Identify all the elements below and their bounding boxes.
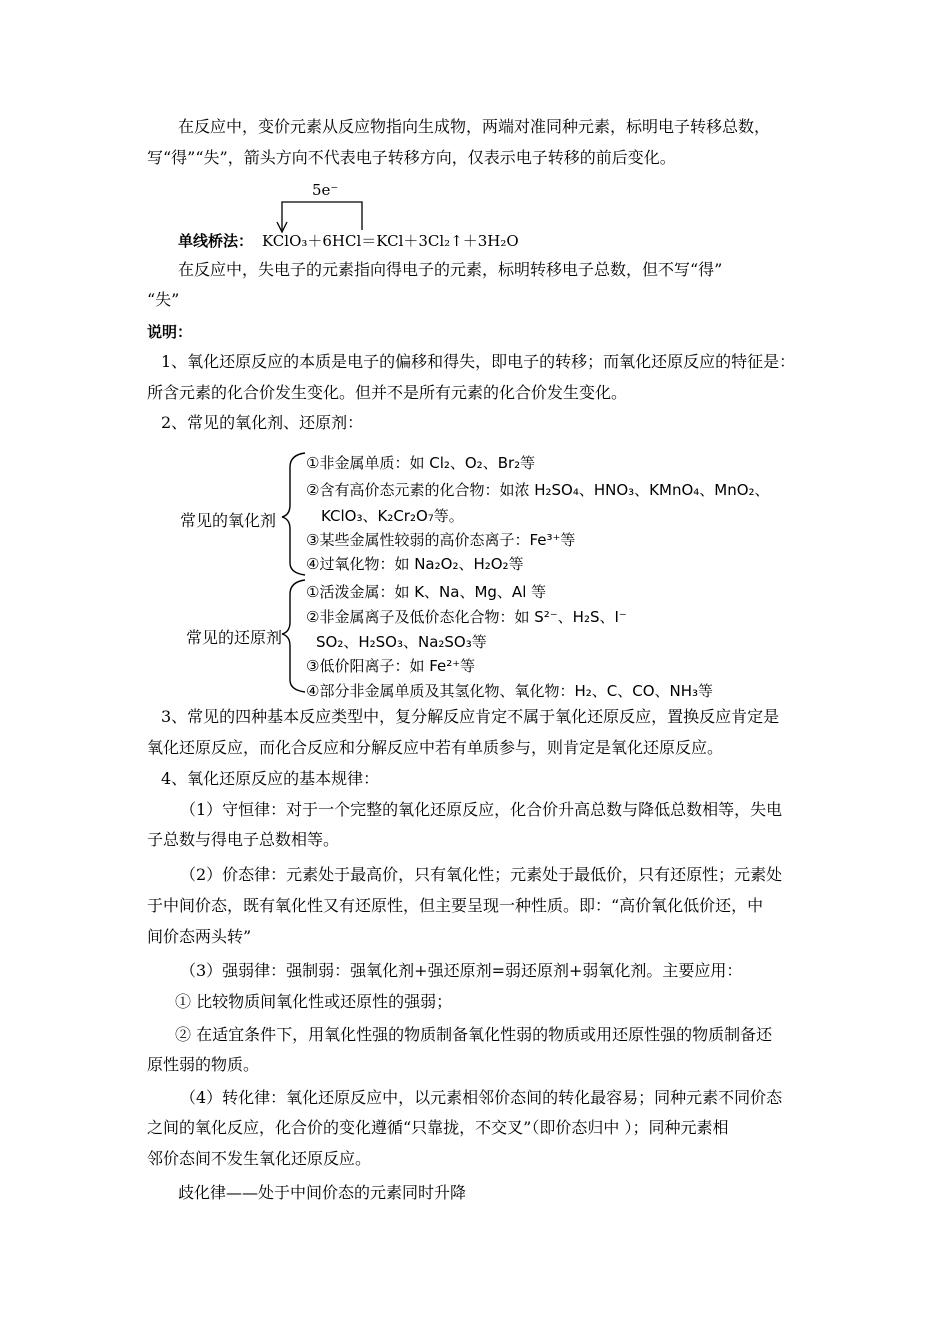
paragraph-line: “失” <box>147 290 180 309</box>
reductant-item: ③低价阳离子：如 Fe²⁺等 <box>306 657 476 675</box>
rule-line: ① 比较物质间氧化性或还原性的强弱； <box>175 992 453 1011</box>
rule-line: 之间的氧化反应，化合价的变化遵循“只靠拢，不交叉”（即价态归中 ）；同种元素相 <box>147 1118 729 1137</box>
rule-line: （1）守恒律：对于一个完整的氧化还原反应，化合价升高总数与降低总数相等，失电 <box>180 800 783 819</box>
oxidant-item: KClO₃、K₂Cr₂O₇等。 <box>321 507 464 525</box>
note-line: 2、常见的氧化剂、还原剂： <box>161 413 364 432</box>
oxidant-item: ③某些金属性较弱的高价态离子：Fe³⁺等 <box>306 531 576 549</box>
rule-line: ② 在适宜条件下，用氧化性强的物质制备氧化性弱的物质或用还原性强的物质制备还 <box>175 1025 773 1044</box>
rule-line: 歧化律——处于中间价态的元素同时升降 <box>178 1183 467 1202</box>
reductants-title: 常见的还原剂 <box>186 628 283 647</box>
note-line: 3、常见的四种基本反应类型中，复分解反应肯定不属于氧化还原反应，置换反应肯定是 <box>161 707 780 726</box>
oxidants-title: 常见的氧化剂 <box>180 511 277 530</box>
paragraph-line: 在反应中，失电子的元素指向得电子的元素，标明转移电子总数，但不写“得” <box>178 260 723 279</box>
rule-line: 间价态两头转” <box>147 927 252 946</box>
rule-line: 原性弱的物质。 <box>147 1055 260 1074</box>
oxidant-item: ①非金属单质：如 Cl₂、O₂、Br₂等 <box>306 454 536 472</box>
reductant-item: ②非金属离子及低价态化合物：如 S²⁻、H₂S、I⁻ <box>306 608 627 626</box>
reductant-item: ④部分非金属单质及其氢化物、氧化物：H₂、C、CO、NH₃等 <box>306 682 714 700</box>
rule-line: （2）价态律：元素处于最高价，只有氧化性；元素处于最低价，只有还原性；元素处 <box>180 865 783 884</box>
rule-line: 子总数与得电子总数相等。 <box>147 830 340 849</box>
oxidant-item: ②含有高价态元素的化合物：如浓 H₂SO₄、HNO₃、KMnO₄、MnO₂、 <box>306 481 770 499</box>
rule-line: （4）转化律：氧化还原反应中，以元素相邻价态间的转化最容易；同种元素不同价态 <box>180 1088 783 1107</box>
note-line: 1、氧化还原反应的本质是电子的偏移和得失，即电子的转移；而氧化还原反应的特征是： <box>161 352 796 371</box>
electron-transfer-label: 5e⁻ <box>312 181 339 199</box>
oxidant-item: ④过氧化物：如 Na₂O₂、H₂O₂等 <box>306 555 524 573</box>
paragraph-line: 写“得”“失”，箭头方向不代表电子转移方向，仅表示电子转移的前后变化。 <box>147 148 676 167</box>
note-line: 氧化还原反应，而化合反应和分解反应中若有单质参与，则肯定是氧化还原反应。 <box>147 738 724 757</box>
rule-line: （3）强弱律：强制弱：强氧化剂+强还原剂=弱还原剂+弱氧化剂。主要应用： <box>180 961 743 980</box>
reductant-item: SO₂、H₂SO₃、Na₂SO₃等 <box>316 633 487 651</box>
note-line: 所含元素的化合价发生变化。但并不是所有元素的化合价发生变化。 <box>147 383 628 402</box>
paragraph-line: 在反应中，变价元素从反应物指向生成物，两端对准同种元素，标明电子转移总数， <box>178 117 771 136</box>
note-line: 4、氧化还原反应的基本规律： <box>161 769 380 788</box>
rule-line: 于中间价态，既有氧化性又有还原性，但主要呈现一种性质。即：“高价氧化低价还，中 <box>147 896 764 915</box>
reaction-equation: KClO₃＋6HCl＝KCl＋3Cl₂↑＋3H₂O <box>262 232 519 250</box>
note-heading: 说明： <box>147 323 193 341</box>
rule-line: 邻价态间不发生氧化还原反应。 <box>147 1149 372 1168</box>
single-bridge-label: 单线桥法： <box>178 232 254 250</box>
reductant-item: ①活泼金属：如 K、Na、Mg、Al 等 <box>306 583 547 601</box>
